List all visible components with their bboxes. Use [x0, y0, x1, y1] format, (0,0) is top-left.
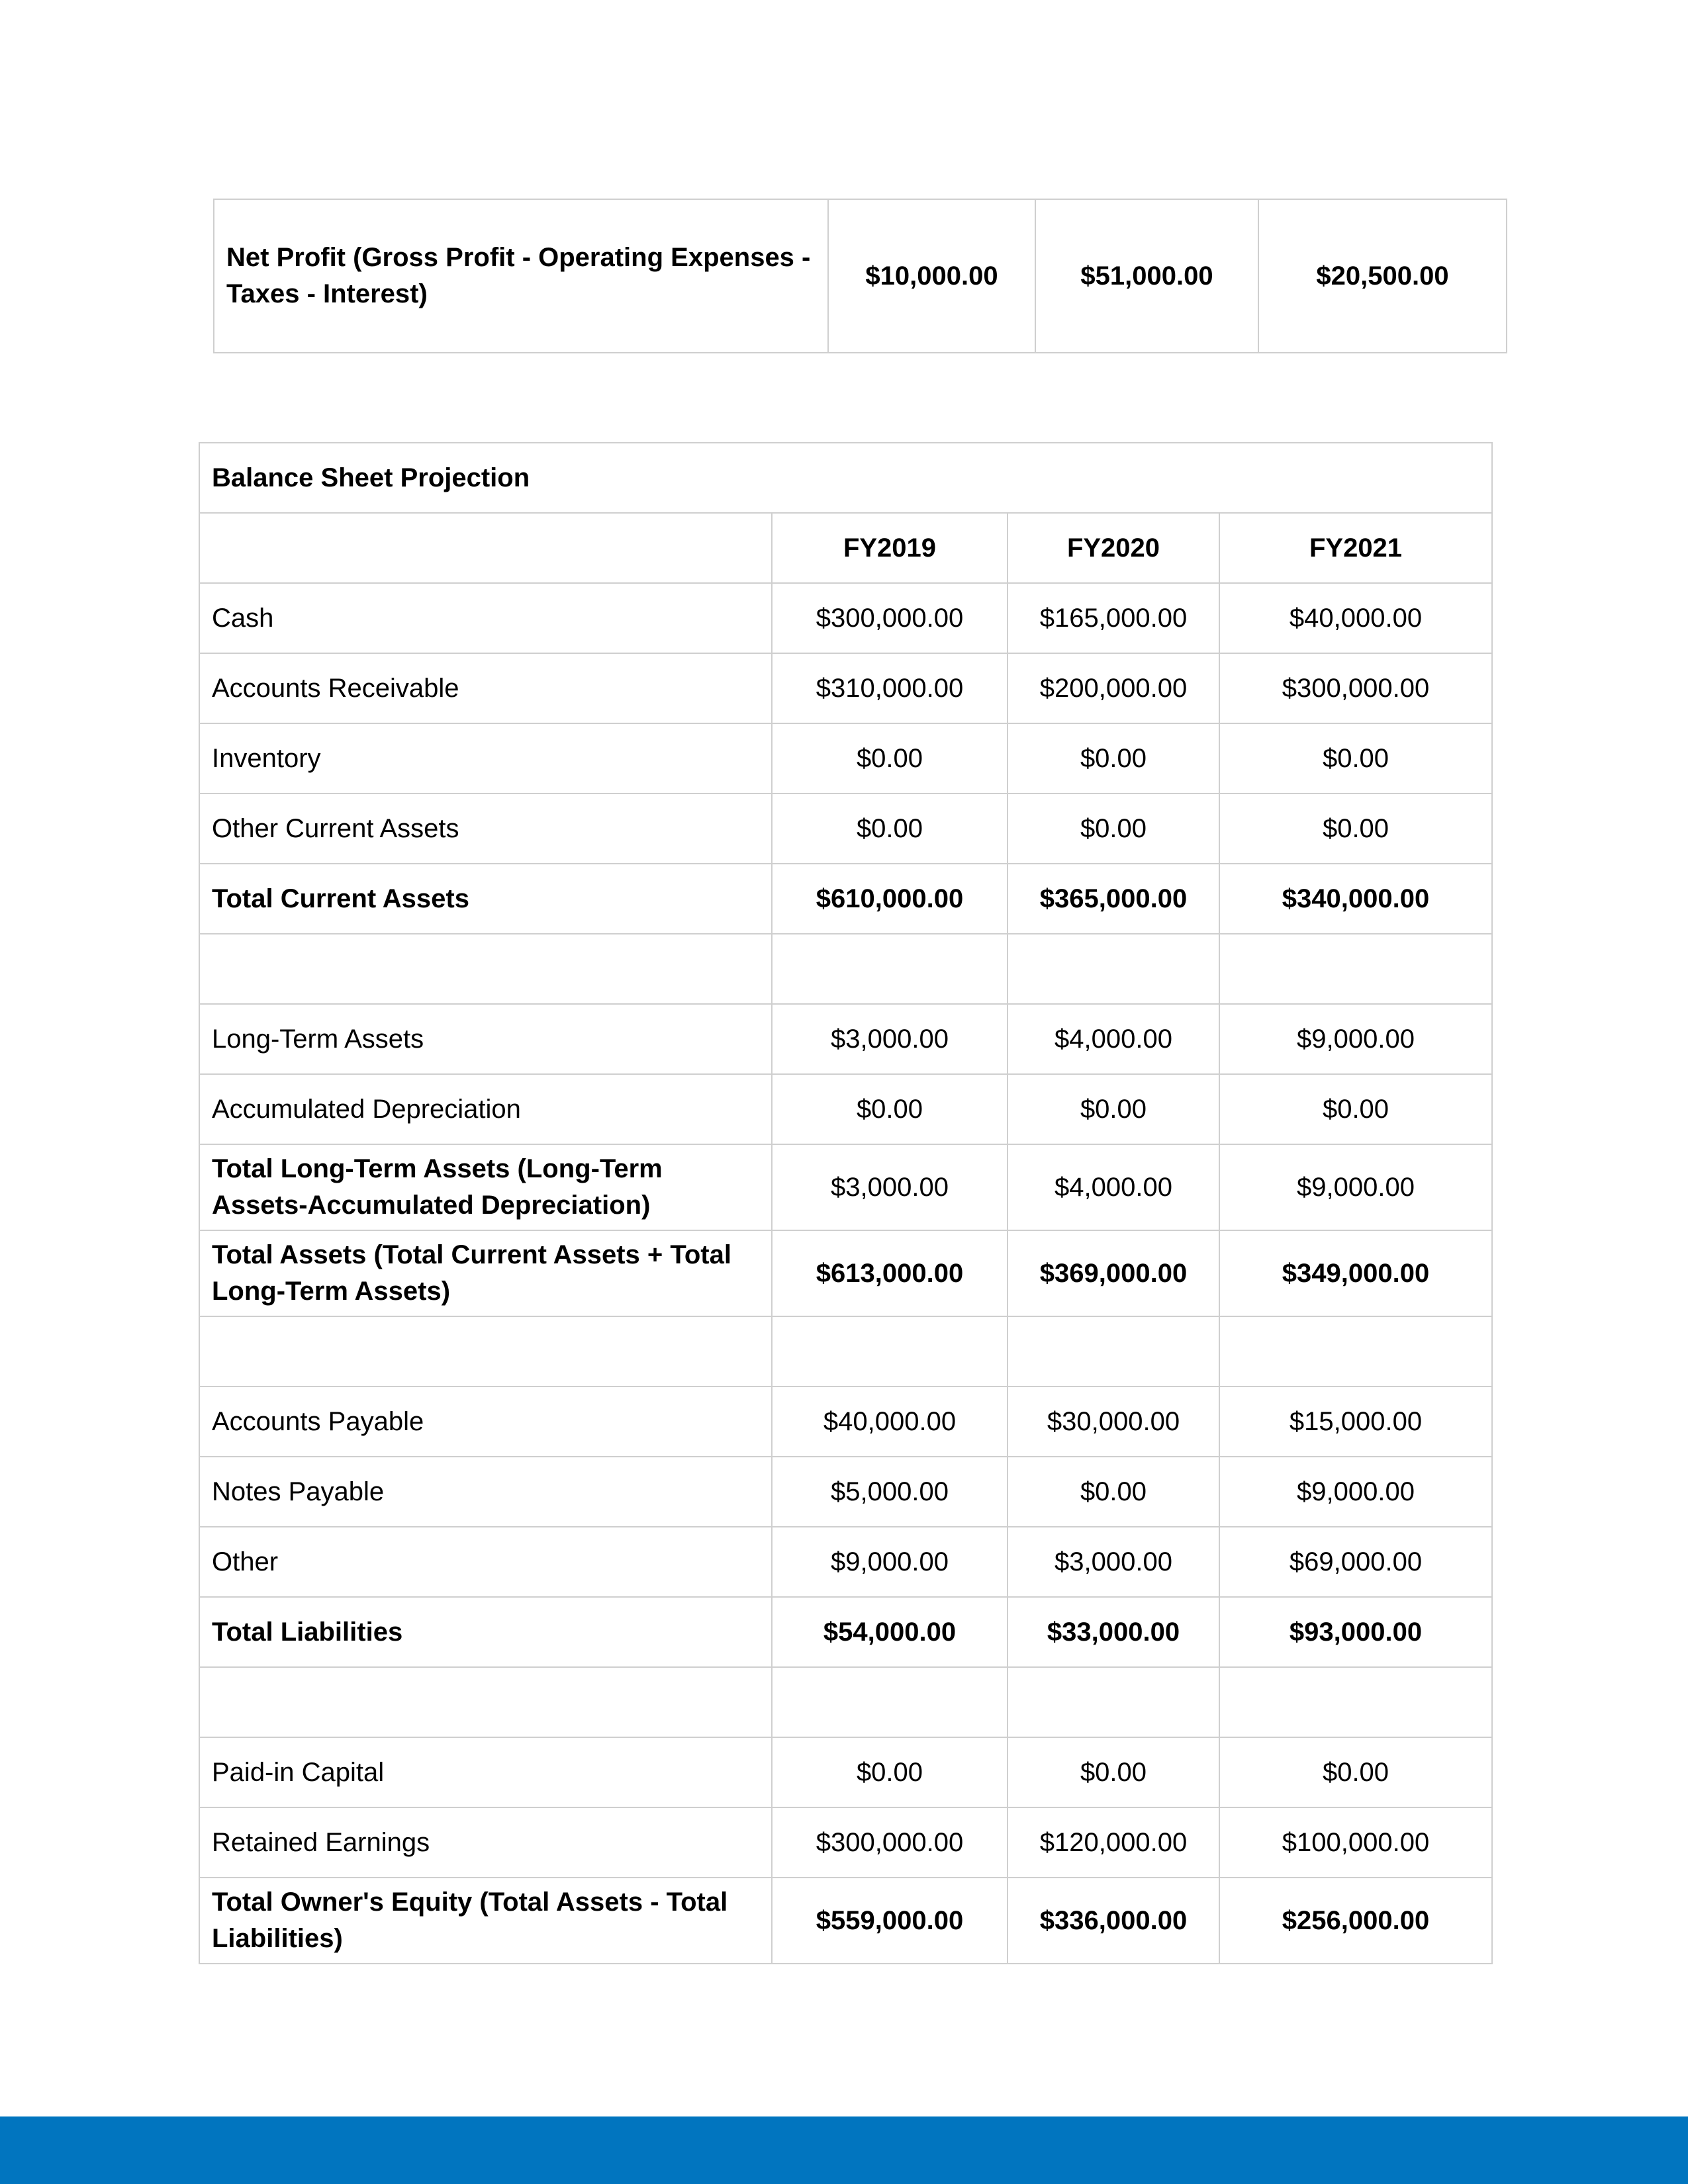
- empty-cell: [1219, 934, 1492, 1004]
- row-label: Total Liabilities: [199, 1597, 772, 1667]
- cell-fy2019: $610,000.00: [772, 864, 1008, 934]
- empty-cell: [199, 934, 772, 1004]
- cell-fy2021: $340,000.00: [1219, 864, 1492, 934]
- cell-fy2020: $0.00: [1008, 1737, 1219, 1807]
- spacer-row: [199, 934, 1492, 1004]
- cell-fy2020: $0.00: [1008, 1457, 1219, 1527]
- cell-fy2021: $349,000.00: [1219, 1230, 1492, 1316]
- cell-fy2020: $3,000.00: [1008, 1527, 1219, 1597]
- row-label: Retained Earnings: [199, 1807, 772, 1878]
- cell-fy2019: $0.00: [772, 794, 1008, 864]
- header-empty-cell: [199, 513, 772, 583]
- net-profit-table: [213, 199, 1507, 353]
- cell-fy2019: $0.00: [772, 1074, 1008, 1144]
- row-label: Other: [199, 1527, 772, 1597]
- table-row-total-liabilities: [199, 1597, 1492, 1667]
- row-label: Accounts Payable: [199, 1387, 772, 1457]
- empty-cell: [772, 1667, 1008, 1737]
- column-header-row: [199, 513, 1492, 583]
- row-label: Long-Term Assets: [199, 1004, 772, 1074]
- cell-fy2021: $93,000.00: [1219, 1597, 1492, 1667]
- cell-fy2020: $4,000.00: [1008, 1144, 1219, 1230]
- cell-fy2020: $365,000.00: [1008, 864, 1219, 934]
- cell-fy2020: $30,000.00: [1008, 1387, 1219, 1457]
- table-row-notes-payable: [199, 1457, 1492, 1527]
- cell-fy2021: $0.00: [1219, 1074, 1492, 1144]
- cell-fy2019: $3,000.00: [772, 1004, 1008, 1074]
- table-row-retained-earnings: [199, 1807, 1492, 1878]
- table-row-other: [199, 1527, 1492, 1597]
- cell-fy2019: $40,000.00: [772, 1387, 1008, 1457]
- cell-fy2021: $256,000.00: [1219, 1878, 1492, 1964]
- cell-fy2021: $300,000.00: [1219, 653, 1492, 723]
- spacer-row: [199, 1316, 1492, 1387]
- cell-fy2020: $0.00: [1008, 794, 1219, 864]
- net-profit-fy2021: $20,500.00: [1258, 199, 1507, 353]
- cell-fy2019: $300,000.00: [772, 583, 1008, 653]
- empty-cell: [772, 934, 1008, 1004]
- cell-fy2020: $369,000.00: [1008, 1230, 1219, 1316]
- cell-fy2020: $165,000.00: [1008, 583, 1219, 653]
- row-label: Total Owner's Equity (Total Assets - Total Liabilities): [199, 1878, 772, 1964]
- table-row-total-current-assets: [199, 864, 1492, 934]
- table-row-paid-in-capital: [199, 1737, 1492, 1807]
- net-profit-fy2019: $10,000.00: [828, 199, 1035, 353]
- table-row-accounts-payable: [199, 1387, 1492, 1457]
- cell-fy2021: $0.00: [1219, 1737, 1492, 1807]
- row-label: Other Current Assets: [199, 794, 772, 864]
- cell-fy2019: $0.00: [772, 723, 1008, 794]
- row-label: Cash: [199, 583, 772, 653]
- row-label: Accounts Receivable: [199, 653, 772, 723]
- table-title-row: [199, 443, 1492, 513]
- table-row-total-assets: [199, 1230, 1492, 1316]
- table-row-cash: [199, 583, 1492, 653]
- cell-fy2021: $9,000.00: [1219, 1004, 1492, 1074]
- row-label: Accumulated Depreciation: [199, 1074, 772, 1144]
- cell-fy2020: $0.00: [1008, 723, 1219, 794]
- balance-sheet-table: [199, 442, 1493, 1964]
- footer-bar: [0, 2116, 1688, 2184]
- cell-fy2020: $336,000.00: [1008, 1878, 1219, 1964]
- cell-fy2020: $4,000.00: [1008, 1004, 1219, 1074]
- cell-fy2021: $9,000.00: [1219, 1144, 1492, 1230]
- empty-cell: [772, 1316, 1008, 1387]
- net-profit-label: Net Profit (Gross Profit - Operating Expenses - Taxes - Interest): [214, 199, 828, 353]
- cell-fy2021: $9,000.00: [1219, 1457, 1492, 1527]
- table-row-accounts-receivable: [199, 653, 1492, 723]
- row-label: Total Long-Term Assets (Long-Term Assets-Accumulated Depreciation): [199, 1144, 772, 1230]
- cell-fy2021: $0.00: [1219, 794, 1492, 864]
- table-row-total-owners-equity: [199, 1878, 1492, 1964]
- cell-fy2020: $0.00: [1008, 1074, 1219, 1144]
- table-row-long-term-assets: [199, 1004, 1492, 1074]
- cell-fy2019: $9,000.00: [772, 1527, 1008, 1597]
- table-row-total-long-term-assets: [199, 1144, 1492, 1230]
- empty-cell: [1219, 1667, 1492, 1737]
- cell-fy2021: $40,000.00: [1219, 583, 1492, 653]
- cell-fy2019: $3,000.00: [772, 1144, 1008, 1230]
- cell-fy2020: $33,000.00: [1008, 1597, 1219, 1667]
- empty-cell: [1008, 1667, 1219, 1737]
- cell-fy2019: $0.00: [772, 1737, 1008, 1807]
- net-profit-fy2020: $51,000.00: [1035, 199, 1258, 353]
- cell-fy2019: $300,000.00: [772, 1807, 1008, 1878]
- cell-fy2019: $613,000.00: [772, 1230, 1008, 1316]
- cell-fy2020: $200,000.00: [1008, 653, 1219, 723]
- table-row-accumulated-depreciation: [199, 1074, 1492, 1144]
- table-row-other-current-assets: [199, 794, 1492, 864]
- empty-cell: [1219, 1316, 1492, 1387]
- cell-fy2021: $0.00: [1219, 723, 1492, 794]
- empty-cell: [1008, 934, 1219, 1004]
- cell-fy2019: $559,000.00: [772, 1878, 1008, 1964]
- row-label: Inventory: [199, 723, 772, 794]
- column-header-fy2021: FY2021: [1219, 513, 1492, 583]
- empty-cell: [1008, 1316, 1219, 1387]
- empty-cell: [199, 1316, 772, 1387]
- row-label: Total Assets (Total Current Assets + Total Long-Term Assets): [199, 1230, 772, 1316]
- column-header-fy2020: FY2020: [1008, 513, 1219, 583]
- row-label: Notes Payable: [199, 1457, 772, 1527]
- cell-fy2019: $310,000.00: [772, 653, 1008, 723]
- net-profit-row: [214, 199, 1507, 353]
- row-label: Paid-in Capital: [199, 1737, 772, 1807]
- cell-fy2020: $120,000.00: [1008, 1807, 1219, 1878]
- table-row-inventory: [199, 723, 1492, 794]
- cell-fy2019: $54,000.00: [772, 1597, 1008, 1667]
- cell-fy2019: $5,000.00: [772, 1457, 1008, 1527]
- empty-cell: [199, 1667, 772, 1737]
- cell-fy2021: $100,000.00: [1219, 1807, 1492, 1878]
- row-label: Total Current Assets: [199, 864, 772, 934]
- cell-fy2021: $15,000.00: [1219, 1387, 1492, 1457]
- column-header-fy2019: FY2019: [772, 513, 1008, 583]
- table-title: Balance Sheet Projection: [199, 443, 1492, 513]
- spacer-row: [199, 1667, 1492, 1737]
- cell-fy2021: $69,000.00: [1219, 1527, 1492, 1597]
